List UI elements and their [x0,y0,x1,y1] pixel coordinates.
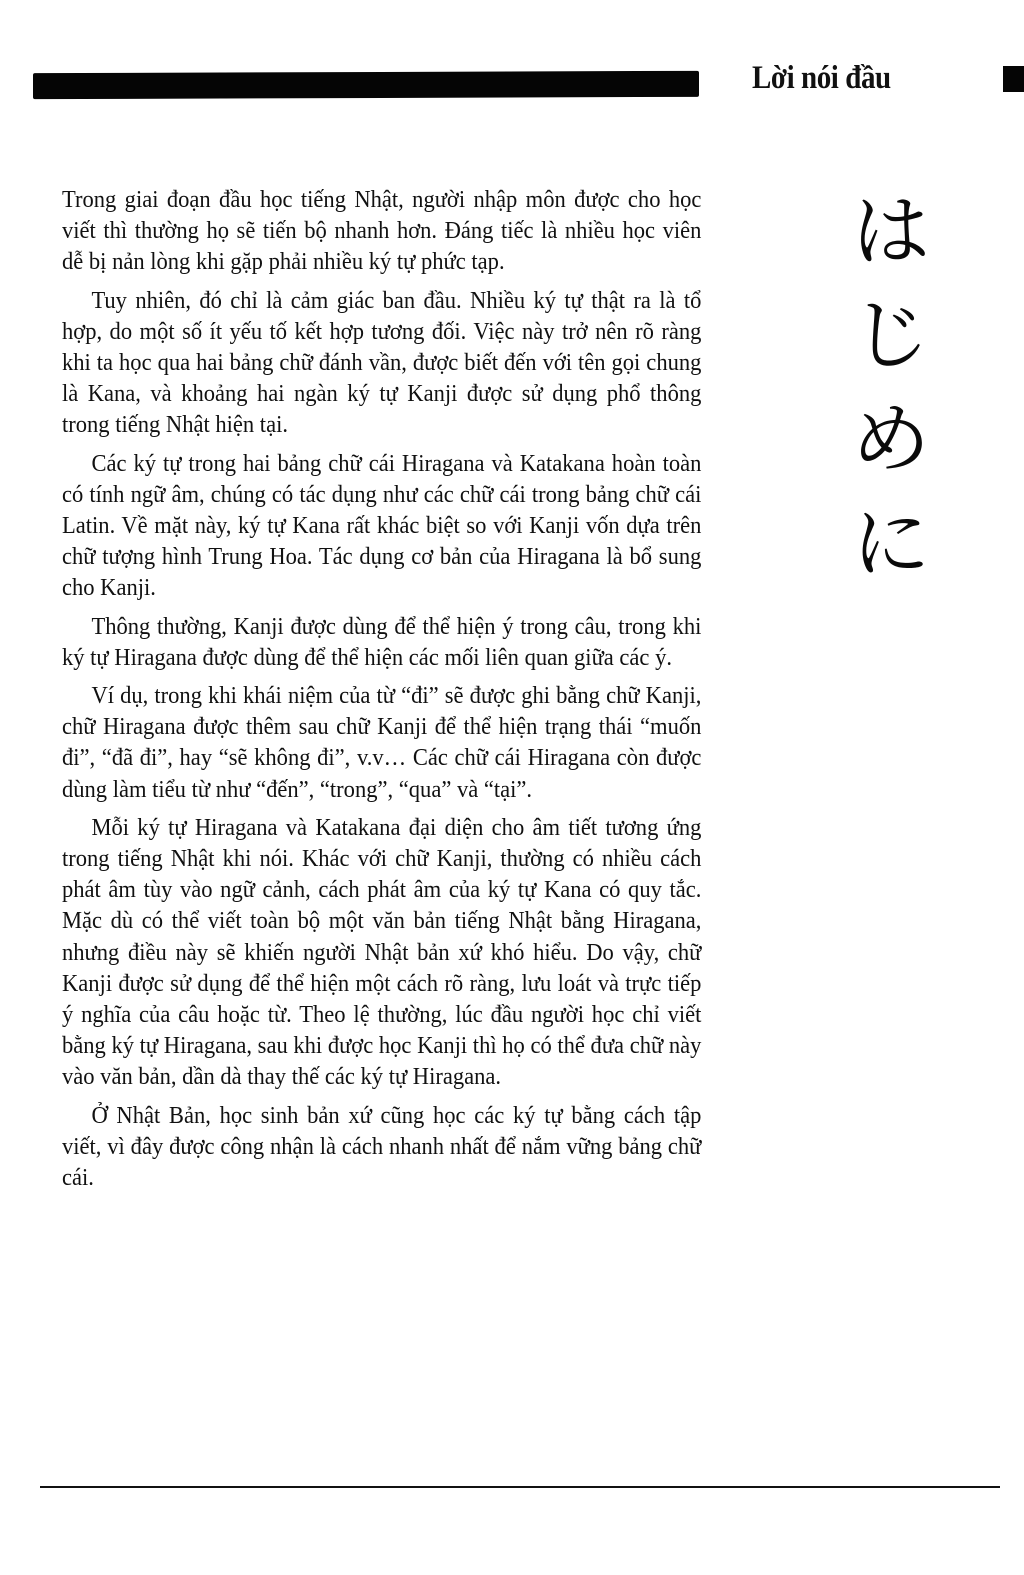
paragraph: Ở Nhật Bản, học sinh bản xứ cũng học các ký tự bằng cách tập viết, vì đây được công nhận là cách nhanh nhất để nắm vững bảng chữ cái. [62,1101,702,1192]
paragraph: Thông thường, Kanji được dùng để thể hiện ý trong câu, trong khi ký tự Hiragana được dùng để thể hiện các mối liên quan giữa các ý. [62,612,702,671]
kana-char: じ [851,291,930,381]
paragraph: Tuy nhiên, đó chỉ là cảm giác ban đầu. Nhiều ký tự thật ra là tổ hợp, do một số ít yếu tố kết hợp tương đối. Việc này trở nên rõ ràng khi ta học qua hai bảng chữ đánh vần, được biết đến với tên gọi chung là Kana, và khoảng hai ngàn ký tự Kanji được sử dụng phổ thông trong tiếng Nhật hiện tại. [62,286,702,439]
footer-rule [40,1486,1000,1488]
page-title: Lời nói đầu [752,60,891,96]
paragraph: Mỗi ký tự Hiragana và Katakana đại diện cho âm tiết tương ứng trong tiếng Nhật khi nói. Khác với chữ Kanji, thường có nhiều cách phát âm tùy vào ngữ cảnh, cách phát âm của ký tự Kana có quy tắc. Mặc dù có thể viết toàn bộ một văn bản tiếng Nhật bằng Hiragana, nhưng điều này sẽ khiến người Nhật bản xứ khó hiểu. Do vậy, chữ Kanji được sử dụng để thể hiện một cách rõ ràng, lưu loát và trực tiếp ý nghĩa của câu hoặc từ. Theo lệ thường, lúc đầu người học chỉ viết bằng ký tự Hiragana, sau khi được học Kanji thì họ có thể đưa chữ này vào văn bản, dần dà thay thế các ký tự Hiragana. [62,813,702,1091]
paragraph: Trong giai đoạn đầu học tiếng Nhật, người nhập môn được cho học viết thì thường họ sẽ tiến bộ nhanh hơn. Đáng tiếc là nhiều học viên dễ bị nản lòng khi gặp phải nhiều ký tự phức tạp. [62,186,702,276]
header-edge-mark [1003,66,1024,92]
paragraph: Các ký tự trong hai bảng chữ cái Hiragana và Katakana hoàn toàn có tính ngữ âm, chúng có tác dụng như các chữ cái trong bảng chữ cái Latin. Về mặt này, ký tự Kana rất khác biệt so với Kanji vốn dựa trên chữ tượng hình Trung Hoa. Tác dụng cơ bản của Hiragana là bổ sung cho Kanji. [62,449,702,602]
vertical-japanese-heading [846,180,936,596]
kana-char: め [851,395,930,485]
kana-char: は [851,187,930,277]
body-text [62,184,701,1200]
paragraph: Ví dụ, trong khi khái niệm của từ “đi” sẽ được ghi bằng chữ Kanji, chữ Hiragana được thêm sau chữ Kanji để thể hiện trạng thái “muốn đi”, “đã đi”, hay “sẽ không đi”, v.v… Các chữ cái Hiragana còn được dùng làm tiểu từ như “đến”, “trong”, “qua” và “tại”. [62,682,702,803]
header-rule-bar [33,71,699,99]
kana-char: に [851,499,930,589]
